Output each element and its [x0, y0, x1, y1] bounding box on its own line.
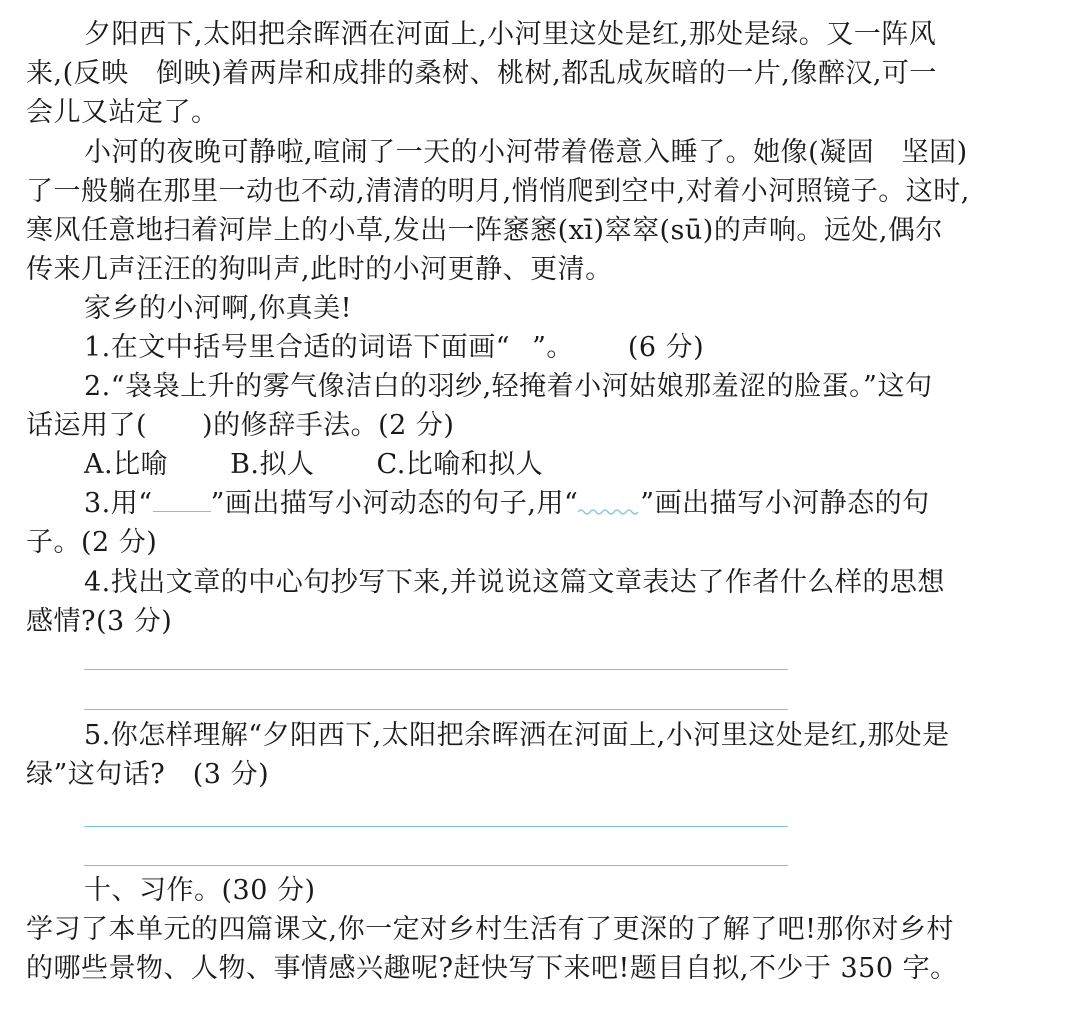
question-1-text: 1.在文中括号里合适的词语下面画“: [84, 332, 511, 363]
answer-line[interactable]: [84, 709, 788, 710]
question-1-text-end: ”。: [532, 332, 574, 363]
wavy-underline-sample: [578, 492, 640, 512]
question-4-line1: 4.找出文章的中心句抄写下来,并说说这篇文章表达了作者什么样的思想: [84, 567, 945, 598]
question-1: [84, 329, 704, 367]
question-5-line1: 5.你怎样理解“夕阳西下,太阳把余晖洒在河面上,小河里这处是红,那处是: [84, 720, 950, 751]
question-3-text-mid: ”画出描写小河动态的句子,用“: [210, 488, 579, 519]
question-1-score: (6 分): [627, 332, 705, 363]
straight-underline-sample: [153, 491, 211, 512]
composition-heading: 十、习作。(30 分): [84, 875, 316, 906]
option-b[interactable]: B.拟人: [230, 449, 315, 480]
option-c[interactable]: C.比喻和拟人: [376, 449, 544, 480]
answer-line[interactable]: [84, 669, 788, 670]
question-3-line2: 子。(2 分): [26, 527, 158, 558]
passage-line: 小河的夜晚可静啦,喧闹了一天的小河带着倦意入睡了。她像(凝固 坚固): [84, 137, 968, 168]
passage-line: 了一般躺在那里一动也不动,清清的明月,悄悄爬到空中,对着小河照镜子。这时,: [26, 176, 970, 207]
question-2-line1: 2.“袅袅上升的雾气像洁白的羽纱,轻掩着小河姑娘那羞涩的脸蛋。”这句: [84, 371, 933, 402]
composition-prompt: 的哪些景物、人物、事情感兴趣呢?赶快写下来吧!题目自拟,不少于 350 字。: [26, 953, 958, 984]
passage-line: 会儿又站定了。: [26, 97, 219, 128]
passage-line: 传来几声汪汪的狗叫声,此时的小河更静、更清。: [26, 254, 613, 285]
answer-line[interactable]: [84, 865, 788, 866]
question-5-line2: 绿”这句话? (3 分): [26, 759, 270, 790]
question-3-line1: [84, 485, 930, 523]
passage-line: 来,(反映 倒映)着两岸和成排的桑树、桃树,都乱成灰暗的一片,像醉汉,可一: [26, 58, 937, 89]
question-3-text-end: ”画出描写小河静态的句: [640, 488, 930, 519]
question-4-line2: 感情?(3 分): [26, 606, 173, 637]
answer-line[interactable]: [84, 826, 788, 827]
option-a[interactable]: A.比喻: [84, 449, 169, 480]
passage-line: 家乡的小河啊,你真美!: [84, 293, 352, 324]
composition-prompt: 学习了本单元的四篇课文,你一定对乡村生活有了更深的了解了吧!那你对乡村: [26, 914, 954, 945]
question-2-options: [84, 446, 543, 484]
question-2-line2: 话运用了( )的修辞手法。(2 分): [26, 410, 455, 441]
passage-line: 寒风任意地扫着河岸上的小草,发出一阵窸窸(xī)窣窣(sū)的声响。远处,偶尔: [26, 215, 943, 246]
question-3-text: 3.用“: [84, 488, 153, 519]
passage-line: 夕阳西下,太阳把余晖洒在河面上,小河里这处是红,那处是绿。又一阵风: [84, 19, 937, 50]
